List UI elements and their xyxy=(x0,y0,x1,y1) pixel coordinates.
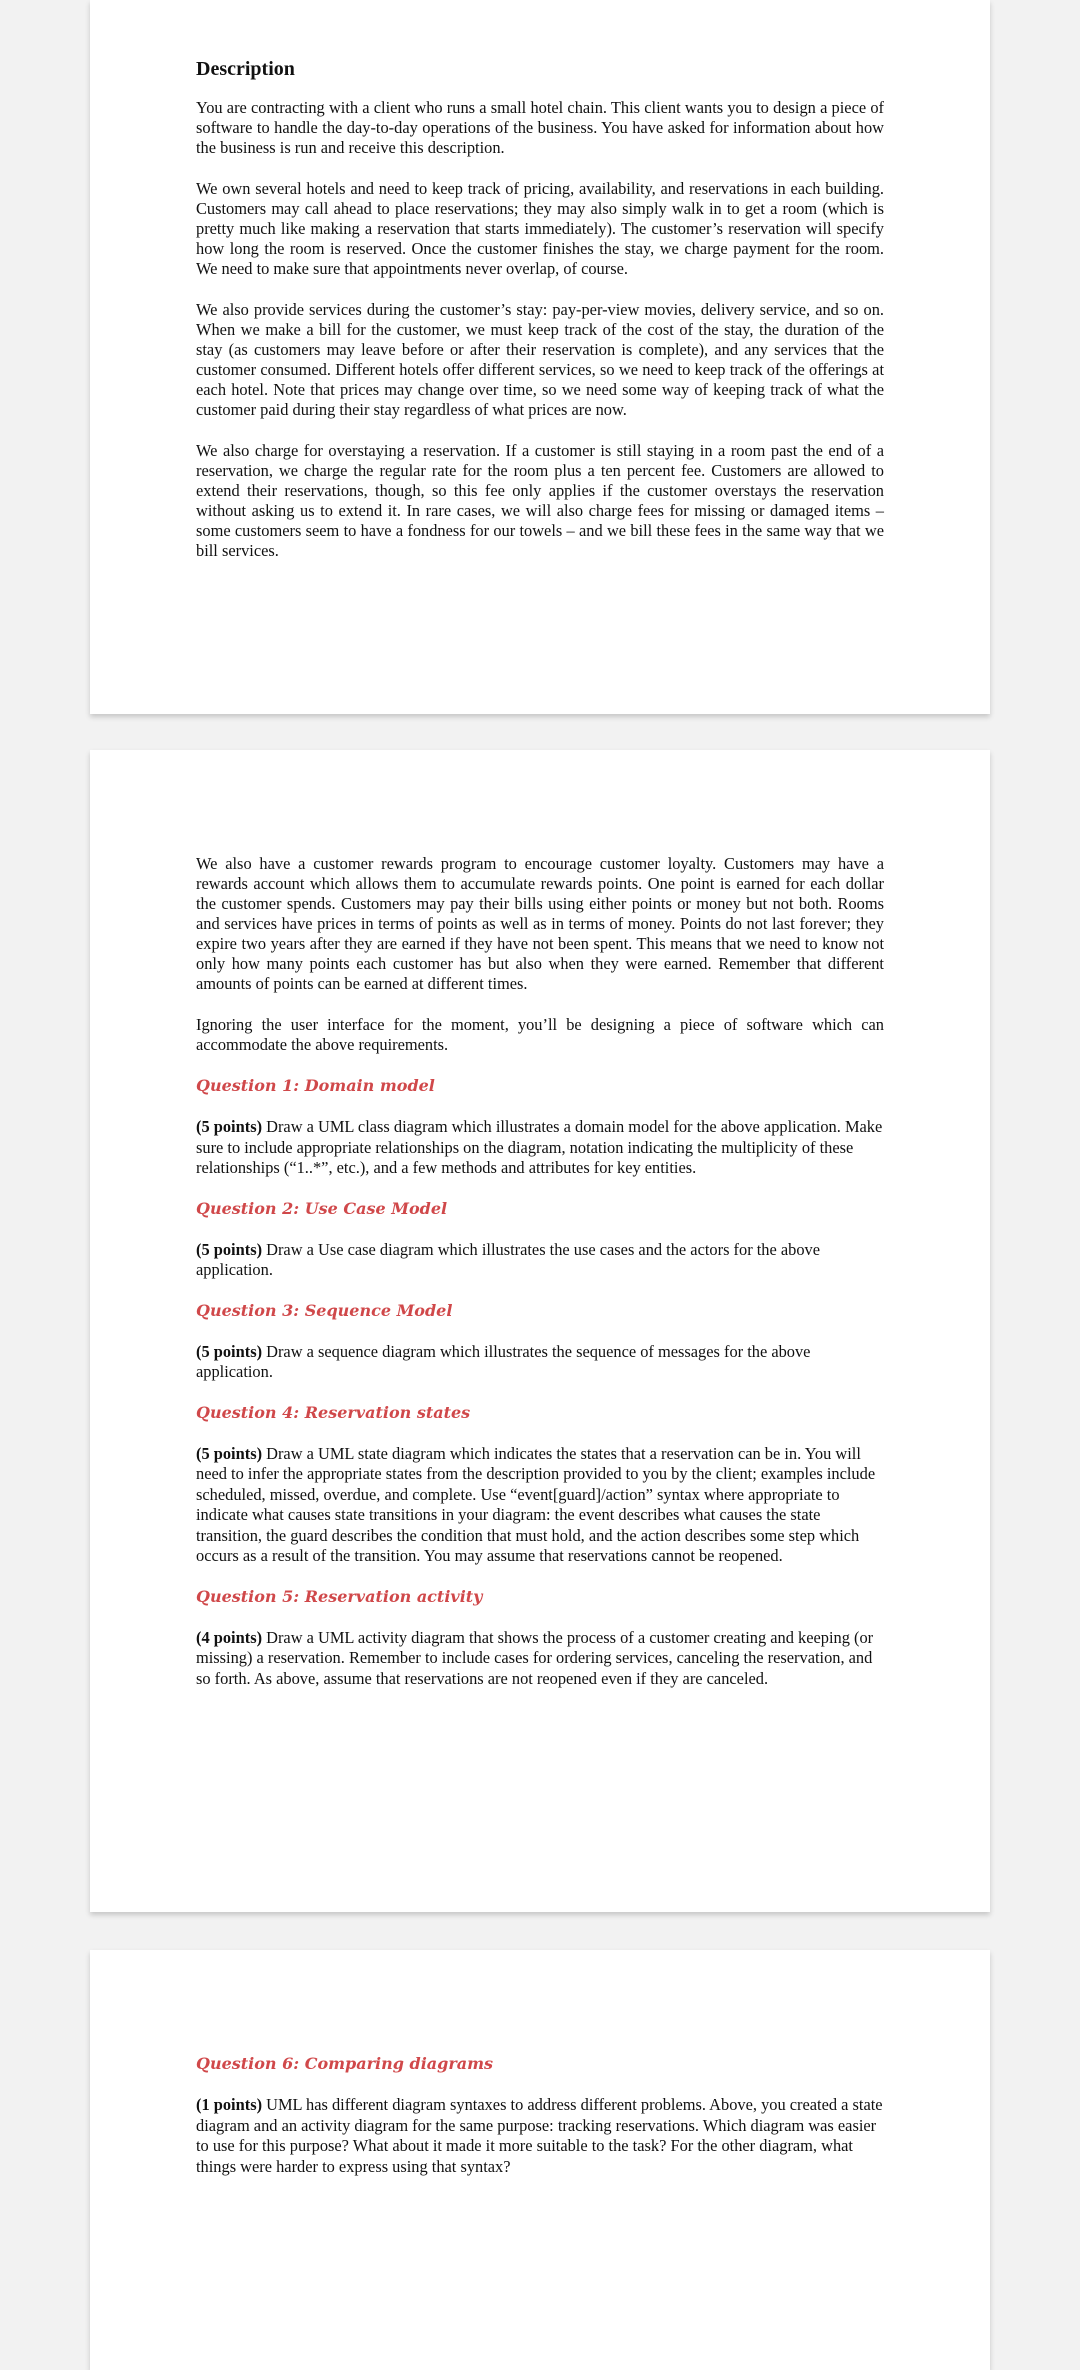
question-2-text xyxy=(196,1240,884,1281)
question-1-points: (5 points) xyxy=(196,1117,263,1136)
question-5-text xyxy=(196,1628,884,1690)
question-5-body: Draw a UML activity diagram that shows the process of a customer creating and keeping (or missing) a reservation. Remember to include cases for ordering services, canceling the reservation, and so forth. As above, assume that reservations are not reopened even if they are canceled. xyxy=(196,1627,874,1688)
question-5-points: (4 points) xyxy=(196,1627,263,1647)
question-1-title: Question 1: Domain model xyxy=(196,1076,435,1095)
description-heading: Description xyxy=(196,58,295,80)
question-3-text xyxy=(196,1342,884,1383)
question-6-text xyxy=(196,2095,884,2177)
document-page-3 xyxy=(90,1950,990,2370)
question-3-body: Draw a sequence diagram which illustrates the sequence of messages for the above application. xyxy=(196,1341,811,1381)
question-6-body: UML has different diagram syntaxes to address different problems. Above, you created a state diagram and an activity diagram for the same purpose: tracking reservations. Which diagram was easier to use for this purpose? What about it made it more suitable to the task? For the other diagram, what things were harder to express using that syntax? xyxy=(196,2095,883,2176)
question-4-points: (5 points) xyxy=(196,1443,263,1463)
document-page-1 xyxy=(90,0,990,714)
question-4-text xyxy=(196,1444,884,1567)
document-page-2 xyxy=(90,750,990,1912)
question-2-body: Draw a Use case diagram which illustrates the use cases and the actors for the above application. xyxy=(196,1239,821,1279)
question-3-points: (5 points) xyxy=(196,1341,263,1361)
question-1-text xyxy=(196,1117,884,1179)
question-2-points: (5 points) xyxy=(196,1239,263,1259)
rewards-paragraph: We also have a customer rewards program to encourage customer loyalty. Customers may have a rewards account which allows them to accumulate rewards points. One point is earned for each dollar the customer spends. Customers may pay their bills using either points or money but not both. Rooms and services have prices in terms of points as well as in terms of money. Points do not last forever; they expire two years after they are earned if they have not been spent. This means that we need to know not only how many points each customer has but also when they were earned. Remember that different amounts of points can be earned at different times. xyxy=(196,854,884,993)
question-4-body: Draw a UML state diagram which indicates the states that a reservation can be in. You will need to infer the appropriate states from the description provided to you by the client; examples include scheduled, missed, overdue, and complete. Use “event[guard]/action” syntax where appropriate to indicate what causes state transitions in your diagram: the event describes what causes the state transition, the guard describes the condition that must hold, and the action describes some step which occurs as a result of the transition. You may assume that reservations cannot be reopened. xyxy=(196,1443,876,1565)
question-6-title: Question 6: Comparing diagrams xyxy=(196,2054,494,2073)
description-paragraph: We also charge for overstaying a reservation. If a customer is still staying in a room past the end of a reservation, we charge the regular rate for the room plus a ten percent fee. Customers are allowed to extend their reservations, though, so this fee only applies if the customer overstays the reservation without asking us to extend it. In rare cases, we will also charge fees for missing or damaged items – some customers seem to have a fondness for our towels – and we bill these fees in the same way that we bill services. xyxy=(196,441,884,560)
requirements-paragraph: Ignoring the user interface for the moment, you’ll be designing a piece of software which can accommodate the above requirements. xyxy=(196,1015,884,1054)
description-paragraph: We also provide services during the customer’s stay: pay-per-view movies, delivery service, and so on. When we make a bill for the customer, we must keep track of the cost of the stay, the duration of the stay (as customers may leave before or after their reservation is complete), and any services that the customer consumed. Different hotels offer different services, so we need to keep track of the offerings at each hotel. Note that prices may change over time, so we need some way of keeping track of what the customer paid during their stay regardless of what prices are now. xyxy=(196,300,884,419)
description-paragraph: We own several hotels and need to keep track of pricing, availability, and reservations in each building. Customers may call ahead to place reservations; they may also simply walk in to get a room (which is pretty much like making a reservation that starts immediately). The customer’s reservation will specify how long the room is reserved. Once the customer finishes the stay, we charge payment for the room. We need to make sure that appointments never overlap, of course. xyxy=(196,179,884,278)
question-5-title: Question 5: Reservation activity xyxy=(196,1586,483,1606)
description-paragraph: You are contracting with a client who runs a small hotel chain. This client wants you to design a piece of software to handle the day-to-day operations of the business. You have asked for information about how the business is run and receive this description. xyxy=(196,98,884,157)
question-3-title: Question 3: Sequence Model xyxy=(196,1300,453,1320)
question-4-title: Question 4: Reservation states xyxy=(196,1402,471,1422)
question-1-body: Draw a UML class diagram which illustrates a domain model for the above application. Make sure to include appropriate relationships on the diagram, notation indicating the multiplicity of these relationships (“1..*”, etc.), and a few methods and attributes for key entities. xyxy=(196,1117,883,1177)
question-6-points: (1 points) xyxy=(196,2095,263,2114)
question-2-title: Question 2: Use Case Model xyxy=(196,1198,448,1218)
